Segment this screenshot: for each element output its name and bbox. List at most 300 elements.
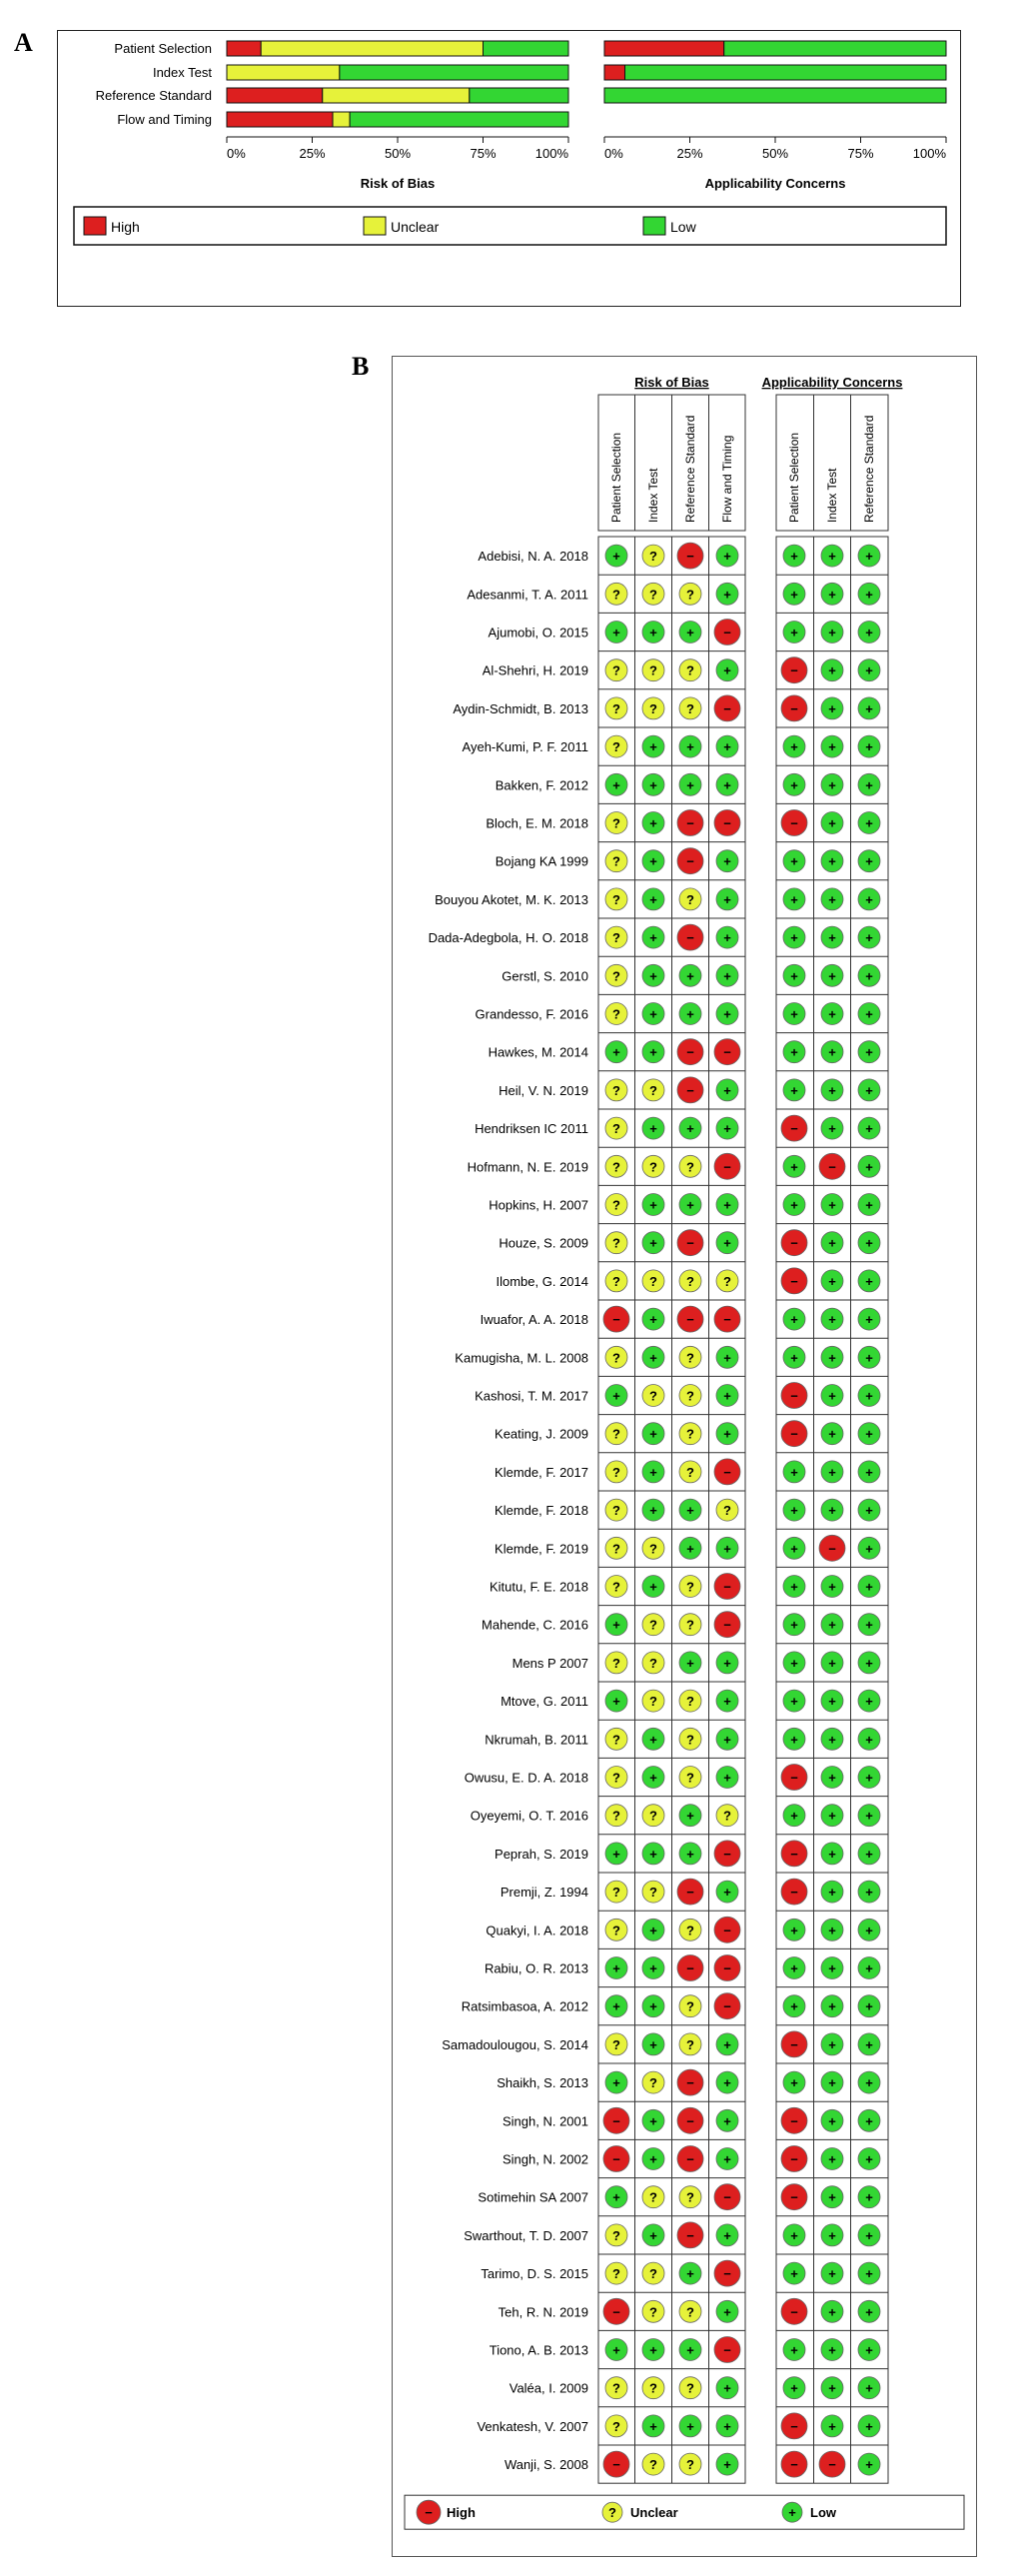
judgement-symbol: ? [686,1388,694,1404]
judgement-symbol: + [790,2227,798,2243]
judgement-symbol: ? [649,2189,657,2205]
judgement-symbol: + [723,891,731,907]
judgement-symbol: ? [612,2036,620,2052]
judgement-symbol: + [865,2113,873,2129]
judgement-symbol: ? [686,1579,694,1595]
judgement-symbol: + [828,815,836,831]
x-tick-label: 100% [534,146,568,161]
judgement-symbol: ? [649,1082,657,1098]
judgement-symbol: + [612,1846,620,1862]
study-label: Hopkins, H. 2007 [489,1197,588,1213]
judgement-symbol: − [723,625,731,641]
judgement-symbol: + [865,2189,873,2205]
judgement-symbol: + [865,1960,873,1976]
judgement-symbol: + [865,1312,873,1328]
judgement-symbol: + [828,2342,836,2358]
judgement-symbol: − [790,2151,798,2167]
judgement-symbol: ? [649,1159,657,1175]
judgement-symbol: + [649,739,657,755]
judgement-symbol: ? [612,1732,620,1748]
judgement-symbol: + [723,1235,731,1251]
judgement-symbol: ? [686,1464,694,1480]
judgement-symbol: + [865,853,873,869]
judgement-symbol: + [612,549,620,565]
judgement-symbol: − [790,2418,798,2434]
study-label: Mtove, G. 2011 [501,1694,588,1710]
judgement-symbol: + [649,930,657,946]
judgement-symbol: + [686,2418,694,2434]
x-tick-label: 75% [470,146,497,161]
judgement-symbol: − [790,1121,798,1137]
x-tick-label: 0% [604,146,623,161]
judgement-symbol: + [649,777,657,793]
judgement-symbol: + [723,2418,731,2434]
judgement-symbol: + [723,1732,731,1748]
judgement-symbol: + [790,2266,798,2282]
category-label: Patient Selection [114,41,212,56]
judgement-symbol: + [865,1617,873,1633]
judgement-symbol: + [723,1197,731,1213]
judgement-symbol: + [790,1082,798,1098]
judgement-symbol: + [723,1694,731,1710]
panel-label-a: A [14,28,33,57]
legend-label: Low [810,2505,836,2521]
study-label: Grandesso, F. 2016 [475,1006,588,1022]
judgement-symbol: + [865,1426,873,1442]
x-tick-label: 25% [676,146,703,161]
judgement-symbol: + [828,2036,836,2052]
judgement-symbol: + [828,1503,836,1519]
x-tick-label: 0% [227,146,246,161]
judgement-symbol: ? [686,1159,694,1175]
judgement-symbol: − [723,1960,731,1976]
x-tick-label: 75% [847,146,874,161]
bar-segment-high [227,112,333,127]
judgement-symbol: + [865,1770,873,1786]
judgement-symbol: + [828,891,836,907]
judgement-symbol: + [686,1121,694,1137]
judgement-symbol: − [790,2036,798,2052]
judgement-symbol: + [612,625,620,641]
judgement-symbol: ? [686,662,694,678]
study-label: Ajumobi, O. 2015 [488,625,588,641]
judgement-symbol: + [686,2342,694,2358]
judgement-symbol: ? [686,2189,694,2205]
study-label: Houze, S. 2009 [499,1235,588,1251]
judgement-symbol: + [723,2380,731,2396]
judgement-symbol: − [686,1960,694,1976]
judgement-symbol: + [865,587,873,603]
judgement-symbol: − [686,1235,694,1251]
judgement-symbol: + [723,1082,731,1098]
judgement-symbol: + [723,2151,731,2167]
bar-segment-high [227,41,261,56]
study-label: Keating, J. 2009 [495,1426,588,1442]
judgement-symbol: ? [649,1388,657,1404]
judgement-symbol: + [723,739,731,755]
column-header: Index Test [825,468,839,523]
legend-symbol: − [425,2505,433,2521]
study-label: Heil, V. N. 2019 [499,1082,588,1098]
judgement-symbol: + [828,1121,836,1137]
judgement-symbol: + [790,1923,798,1938]
judgement-symbol: − [686,1082,694,1098]
judgement-symbol: ? [612,1121,620,1137]
study-label: Hendriksen IC 2011 [475,1121,588,1137]
judgement-symbol: − [790,662,798,678]
judgement-symbol: − [723,1923,731,1938]
judgement-symbol: + [865,1579,873,1595]
judgement-symbol: + [865,1159,873,1175]
study-label: Aydin-Schmidt, B. 2013 [453,700,588,716]
judgement-symbol: + [828,1235,836,1251]
judgement-symbol: ? [612,1426,620,1442]
judgement-symbol: ? [612,2380,620,2396]
judgement-symbol: − [686,1885,694,1901]
judgement-symbol: + [649,1121,657,1137]
bar-segment-unclear [261,41,483,56]
legend-label: High [447,2505,476,2521]
judgement-symbol: + [723,1655,731,1671]
study-label: Nkrumah, B. 2011 [485,1732,588,1748]
study-label: Kitutu, F. E. 2018 [489,1579,588,1595]
judgement-symbol: + [865,1541,873,1557]
study-label: Dada-Adegbola, H. O. 2018 [428,930,588,946]
judgement-symbol: + [865,625,873,641]
judgement-symbol: + [790,587,798,603]
judgement-symbol: ? [686,1923,694,1938]
judgement-symbol: + [790,1464,798,1480]
study-label: Singh, N. 2002 [502,2151,588,2167]
judgement-symbol: ? [612,1655,620,1671]
judgement-symbol: + [865,2342,873,2358]
judgement-symbol: + [790,1960,798,1976]
study-label: Shaikh, S. 2013 [497,2075,588,2091]
study-label: Valéa, I. 2009 [509,2380,588,2396]
judgement-symbol: + [828,968,836,984]
study-label: Iwuafor, A. A. 2018 [480,1312,588,1328]
judgement-symbol: + [723,1121,731,1137]
judgement-symbol: ? [612,968,620,984]
judgement-symbol: ? [686,1694,694,1710]
judgement-symbol: + [865,549,873,565]
judgement-symbol: ? [686,1617,694,1633]
column-header: Reference Standard [862,415,876,523]
category-label: Flow and Timing [117,112,212,127]
judgement-symbol: ? [686,587,694,603]
study-label: Gerstl, S. 2010 [502,968,588,984]
judgement-symbol: + [612,1960,620,1976]
judgement-symbol: + [790,1350,798,1366]
study-label: Mens P 2007 [512,1655,588,1671]
judgement-symbol: + [828,1579,836,1595]
judgement-symbol: − [723,1044,731,1060]
judgement-symbol: + [723,549,731,565]
judgement-symbol: + [865,1273,873,1289]
judgement-symbol: − [790,1235,798,1251]
study-label: Kamugisha, M. L. 2008 [455,1350,588,1366]
judgement-symbol: ? [612,1770,620,1786]
judgement-symbol: + [828,1312,836,1328]
judgement-symbol: + [649,1006,657,1022]
judgement-symbol: + [723,853,731,869]
judgement-symbol: − [828,1159,836,1175]
judgement-symbol: − [612,2457,620,2473]
judgement-symbol: + [865,777,873,793]
table-legend-box [405,2495,964,2529]
judgement-symbol: + [686,1655,694,1671]
judgement-symbol: + [723,2457,731,2473]
judgement-symbol: + [865,1006,873,1022]
judgement-symbol: + [612,2342,620,2358]
legend-label-unclear: Unclear [391,219,440,235]
bar-segment-low [484,41,569,56]
judgement-symbol: ? [723,1503,731,1519]
judgement-symbol: + [790,1159,798,1175]
judgement-symbol: + [723,1426,731,1442]
study-label: Bouyou Akotet, M. K. 2013 [435,891,588,907]
judgement-symbol: ? [649,1885,657,1901]
study-label: Ilombe, G. 2014 [496,1273,588,1289]
judgement-symbol: + [865,1655,873,1671]
judgement-symbol: ? [612,2227,620,2243]
study-label: Peprah, S. 2019 [495,1846,588,1862]
x-tick-label: 100% [912,146,946,161]
judgement-symbol: + [649,2227,657,2243]
judgement-symbol: ? [649,2380,657,2396]
judgement-symbol: + [686,1006,694,1022]
judgement-symbol: + [612,1694,620,1710]
judgement-symbol: + [649,1464,657,1480]
judgement-symbol: + [790,853,798,869]
judgement-symbol: + [828,625,836,641]
judgement-symbol: + [612,1617,620,1633]
legend-label-high: High [111,219,140,235]
judgement-symbol: ? [686,1426,694,1442]
judgement-symbol: − [686,1044,694,1060]
judgement-symbol: + [723,2113,731,2129]
judgement-symbol: + [828,1694,836,1710]
judgement-symbol: − [790,1426,798,1442]
judgement-symbol: + [686,739,694,755]
judgement-symbol: + [828,1006,836,1022]
judgement-symbol: ? [612,1273,620,1289]
judgement-symbol: − [723,815,731,831]
judgement-symbol: + [828,1655,836,1671]
judgement-symbol: ? [649,1655,657,1671]
judgement-symbol: + [865,1464,873,1480]
judgement-symbol: + [612,1044,620,1060]
judgement-symbol: + [723,930,731,946]
judgement-symbol: + [828,1998,836,2014]
judgement-symbol: ? [686,1770,694,1786]
judgement-symbol: ? [612,1082,620,1098]
judgement-symbol: + [723,968,731,984]
x-tick-label: 50% [761,146,789,161]
bar-segment-high [227,88,323,103]
judgement-symbol: + [723,1350,731,1366]
judgement-symbol: ? [686,2036,694,2052]
judgement-symbol: + [686,1541,694,1557]
judgement-symbol: + [865,2418,873,2434]
bar-segment-low [470,88,568,103]
bar-chart-svg [58,31,962,308]
judgement-symbol: ? [649,1541,657,1557]
judgement-symbol: + [649,1960,657,1976]
judgement-symbol: + [723,662,731,678]
judgement-symbol: ? [649,2457,657,2473]
judgement-symbol: − [828,1541,836,1557]
judgement-symbol: + [723,2036,731,2052]
judgement-symbol: − [790,1388,798,1404]
study-label: Klemde, F. 2019 [495,1541,588,1557]
judgement-symbol: ? [612,1885,620,1901]
judgement-symbol: + [828,1960,836,1976]
panel-label-b: B [352,352,370,381]
judgement-symbol: + [865,2036,873,2052]
judgement-symbol: + [865,1121,873,1137]
study-label: Premji, Z. 1994 [500,1885,588,1901]
study-label: Venkatesh, V. 2007 [477,2418,588,2434]
judgement-symbol: − [790,2113,798,2129]
judgement-symbol: ? [649,2304,657,2320]
judgement-symbol: + [865,2304,873,2320]
judgement-symbol: + [723,777,731,793]
study-label: Teh, R. N. 2019 [498,2304,588,2320]
judgement-symbol: + [649,1846,657,1862]
judgement-symbol: ? [686,2380,694,2396]
judgement-symbol: + [649,1197,657,1213]
judgement-symbol: − [612,2113,620,2129]
judgement-symbol: ? [612,1197,620,1213]
judgement-symbol: + [686,2266,694,2282]
judgement-symbol: + [828,739,836,755]
study-label: Ratsimbasoa, A. 2012 [461,1998,588,2014]
legend-symbol: + [788,2505,796,2521]
judgement-symbol: − [723,1998,731,2014]
judgement-symbol: + [649,2151,657,2167]
judgement-symbol: + [612,777,620,793]
judgement-symbol: − [723,1579,731,1595]
judgement-symbol: + [790,549,798,565]
judgement-symbol: + [865,662,873,678]
study-label: Klemde, F. 2018 [495,1503,588,1519]
judgement-symbol: + [790,2342,798,2358]
judgement-symbol: + [828,1197,836,1213]
judgement-symbol: + [686,1197,694,1213]
judgement-symbol: + [612,2189,620,2205]
group-header: Risk of Bias [634,375,709,390]
judgement-symbol: + [865,968,873,984]
judgement-symbol: + [865,1808,873,1824]
judgement-symbol: + [723,1885,731,1901]
judgement-symbol: + [828,777,836,793]
judgement-symbol: − [723,1846,731,1862]
judgement-symbol: + [828,1273,836,1289]
judgement-symbol: + [865,2380,873,2396]
judgement-symbol: ? [686,1998,694,2014]
judgement-symbol: + [865,1885,873,1901]
legend-swatch-low [643,217,665,235]
judgement-symbol: + [649,1732,657,1748]
study-label: Tarimo, D. S. 2015 [481,2266,588,2282]
judgement-symbol: − [686,2113,694,2129]
axis-title: Risk of Bias [360,176,436,191]
bar-segment-high [604,41,724,56]
judgement-symbol: + [649,1503,657,1519]
column-header: Flow and Timing [720,435,734,523]
judgement-symbol: + [828,853,836,869]
legend-label: Unclear [630,2505,678,2521]
judgement-symbol: + [865,1388,873,1404]
judgement-symbol: + [865,930,873,946]
judgement-symbol: + [865,2227,873,2243]
judgement-symbol: ? [649,1273,657,1289]
judgement-symbol: + [649,891,657,907]
judgement-symbol: + [649,1923,657,1938]
column-header: Patient Selection [787,432,801,523]
study-label: Klemde, F. 2017 [495,1464,588,1480]
judgement-symbol: + [865,1082,873,1098]
judgement-symbol: − [790,2189,798,2205]
judgement-symbol: + [828,1464,836,1480]
judgement-symbol: ? [612,2418,620,2434]
bar-segment-low [350,112,568,127]
judgement-symbol: + [723,2304,731,2320]
judgement-symbol: + [865,891,873,907]
judgement-symbol: + [790,891,798,907]
summary-table-svg [393,357,978,2558]
judgement-symbol: + [649,1998,657,2014]
judgement-symbol: − [686,2151,694,2167]
judgement-symbol: − [612,2304,620,2320]
judgement-symbol: + [790,1197,798,1213]
judgement-symbol: − [723,2189,731,2205]
judgement-symbol: + [790,625,798,641]
judgement-symbol: + [790,1312,798,1328]
judgement-symbol: ? [649,1617,657,1633]
judgement-symbol: + [865,1694,873,1710]
judgement-symbol: + [686,777,694,793]
category-label: Index Test [152,65,212,80]
judgement-symbol: ? [612,1006,620,1022]
judgement-symbol: + [865,1998,873,2014]
judgement-symbol: + [649,2418,657,2434]
judgement-symbol: ? [686,1273,694,1289]
judgement-symbol: + [790,1732,798,1748]
judgement-symbol: ? [649,1808,657,1824]
judgement-symbol: + [865,1923,873,1938]
column-header: Index Test [646,468,660,523]
judgement-symbol: ? [686,2304,694,2320]
judgement-symbol: + [828,2266,836,2282]
judgement-symbol: + [686,1808,694,1824]
judgement-symbol: + [865,1846,873,1862]
judgement-symbol: + [790,1579,798,1595]
judgement-symbol: ? [686,2457,694,2473]
bar-segment-unclear [333,112,350,127]
risk-of-bias-bar-chart [57,30,961,307]
judgement-symbol: + [865,1732,873,1748]
judgement-symbol: + [612,1388,620,1404]
judgement-symbol: + [828,2418,836,2434]
judgement-symbol: + [686,625,694,641]
judgement-symbol: + [828,1732,836,1748]
judgement-symbol: + [723,1388,731,1404]
judgement-symbol: + [828,1846,836,1862]
judgement-symbol: ? [649,2075,657,2091]
judgement-symbol: ? [686,1350,694,1366]
